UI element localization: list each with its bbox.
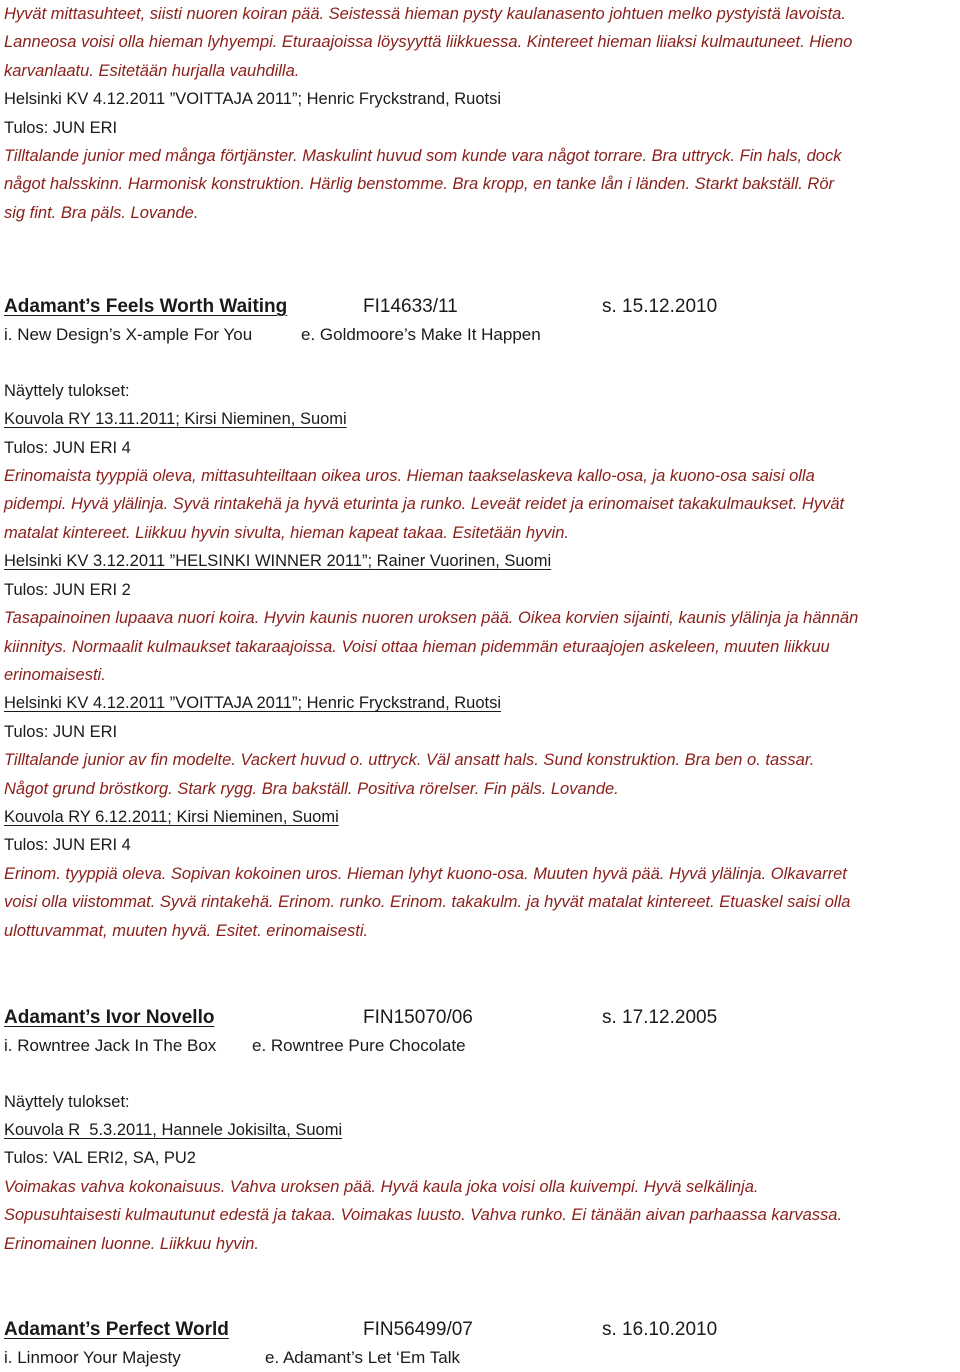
dog-registration: FI14633/11	[363, 296, 458, 318]
show-info: Kouvola R 5.3.2011, Hannele Jokisilta, Suomi	[4, 1120, 343, 1139]
dog-entry	[4, 293, 958, 945]
show-info: Kouvola RY 13.11.2011; Kirsi Nieminen, Suomi	[4, 410, 347, 429]
critique-line: Något grund bröstkorg. Stark rygg. Bra bakställ. Positiva rörelser. Fin päls. Lovande.	[4, 779, 619, 798]
dog-sire: i. Rowntree Jack In The Box	[4, 1035, 217, 1055]
critique-line: Erinom. tyyppiä oleva. Sopivan kokoinen uros. Hieman lyhyt kuono-osa. Muuten hyvä pää. Hyvä ylälinja. Olkavarret	[4, 864, 847, 883]
dog-dam: e. Adamant’s Let ‘Em Talk	[265, 1348, 460, 1367]
show-info: Helsinki KV 3.12.2011 ”HELSINKI WINNER 2011”; Rainer Vuorinen, Suomi	[4, 552, 552, 571]
dog-parents	[4, 321, 958, 349]
results-label: Näyttely tulokset:	[4, 382, 130, 401]
critique-line: Sopusuhtaisesti kulmautunut edestä ja takaa. Voimakas luusto. Vahva runko. Ei tänään aivan parhaassa karvassa.	[4, 1206, 843, 1225]
dog-birth-date: s. 15.12.2010	[602, 296, 718, 318]
dog-birth-date: s. 17.12.2005	[602, 1006, 718, 1028]
dog-name: Adamant’s Feels Worth Waiting	[4, 296, 288, 318]
critique-line: karvanlaatu. Esitetään hurjalla vauhdilla.	[4, 61, 300, 80]
dog-sire: i. Linmoor Your Majesty	[4, 1348, 181, 1367]
show-record	[4, 405, 958, 547]
show-result: Tulos: JUN ERI 2	[4, 580, 131, 599]
show-result: Tulos: JUN ERI	[4, 722, 118, 741]
show-info: Helsinki KV 4.12.2011 ”VOITTAJA 2011”; Henric Fryckstrand, Ruotsi	[4, 694, 502, 713]
dog-name: Adamant’s Perfect World	[4, 1319, 229, 1340]
critique-line: Erinomaista tyyppiä oleva, mittasuhteiltaan oikea uros. Hieman taakselaskeva kallo-osa, ja kuono-osa saisi olla	[4, 467, 815, 486]
critique-line: Tilltalande junior med många förtjänster. Maskulint huvud som kunde vara något torrare. Bra uttryck. Fin hals, dock	[4, 147, 842, 166]
critique-line: Erinomainen luonne. Liikkuu hyvin.	[4, 1234, 259, 1253]
critique-line: Tilltalande junior av fin modelte. Vackert huvud o. uttryck. Väl ansatt hals. Sund konstruktion. Bra ben o. tassar.	[4, 751, 815, 770]
dog-birth-date: s. 16.10.2010	[602, 1319, 718, 1340]
show-record	[4, 547, 958, 689]
dog-heading	[4, 293, 958, 321]
results-label: Näyttely tulokset:	[4, 1092, 130, 1111]
critique-line: matalat kintereet. Liikkuu hyvin sivulta, hieman kapeat takaa. Esitetään hyvin.	[4, 523, 569, 542]
dog-heading	[4, 1004, 958, 1032]
show-record	[4, 1116, 958, 1258]
show-record	[4, 689, 958, 803]
dog-parents	[4, 1032, 958, 1060]
intro-critique-2	[4, 142, 958, 227]
critique-line: sig fint. Bra päls. Lovande.	[4, 203, 199, 222]
dog-dam: e. Rowntree Pure Chocolate	[252, 1035, 466, 1055]
critique-line: voisi olla viistommat. Syvä rintakehä. Erinom. runko. Erinom. takakulm. ja hyvät matalat kintereet. Etuaskel saisi olla	[4, 893, 851, 912]
critique-line: erinomaisesti.	[4, 665, 106, 684]
critique-line: Hyvät mittasuhteet, siisti nuoren koiran pää. Seistessä hieman pysty kaulanasento johtuen melko pystyistä lavoista.	[4, 5, 846, 23]
dog-name: Adamant’s Ivor Novello	[4, 1006, 215, 1028]
document-page	[4, 0, 958, 1372]
critique-line: Tasapainoinen lupaava nuori koira. Hyvin kaunis nuoren uroksen pää. Oikea korvien sijainti, kaunis ylälinja ja hännän	[4, 609, 859, 628]
dog-dam: e. Goldmoore’s Make It Happen	[301, 325, 541, 345]
show-result: Tulos: JUN ERI	[4, 118, 118, 137]
critique-line: ulottuvammat, muuten hyvä. Esitet. erinomaisesti.	[4, 921, 369, 940]
show-result: Tulos: JUN ERI 4	[4, 836, 131, 855]
show-result: Tulos: VAL ERI2, SA, PU2	[4, 1149, 196, 1168]
critique-line: Lanneosa voisi olla hieman lyhyempi. Eturaajoissa löysyyttä liikkuessa. Kintereet hieman liiaksi kulmautuneet. Hieno	[4, 33, 853, 52]
show-info: Kouvola RY 6.12.2011; Kirsi Nieminen, Suomi	[4, 807, 339, 826]
dog-registration: FIN56499/07	[363, 1319, 473, 1340]
dog-heading	[4, 1316, 958, 1344]
critique-line: pidempi. Hyvä ylälinja. Syvä rintakehä ja hyvä eturinta ja runko. Leveät reidet ja erinomaiset takakulmaukset. Hyvät	[4, 495, 845, 514]
show-result: Tulos: JUN ERI 4	[4, 438, 131, 457]
dog-entry	[4, 1316, 958, 1372]
dog-entry	[4, 1004, 958, 1258]
dog-sire: i. New Design’s X-ample For You	[4, 325, 253, 345]
dog-parents	[4, 1344, 958, 1372]
critique-line: något halsskinn. Harmonisk konstruktion. Härlig benstomme. Bra kropp, en tanke lån i länden. Starkt bakställ. Rör	[4, 175, 834, 194]
critique-line: kiinnitys. Normaalit kulmaukset takaraajoissa. Voisi ottaa hieman pidemmän eturaajojen askeleen, muuten liikkuu	[4, 637, 830, 656]
intro-critique	[4, 0, 958, 85]
show-record	[4, 803, 958, 945]
show-info: Helsinki KV 4.12.2011 ”VOITTAJA 2011”; Henric Fryckstrand, Ruotsi	[4, 90, 502, 109]
critique-line: Voimakas vahva kokonaisuus. Vahva uroksen pää. Hyvä kaula joka voisi olla kuivempi. Hyvä selkälinja.	[4, 1177, 759, 1196]
dog-registration: FIN15070/06	[363, 1006, 473, 1028]
